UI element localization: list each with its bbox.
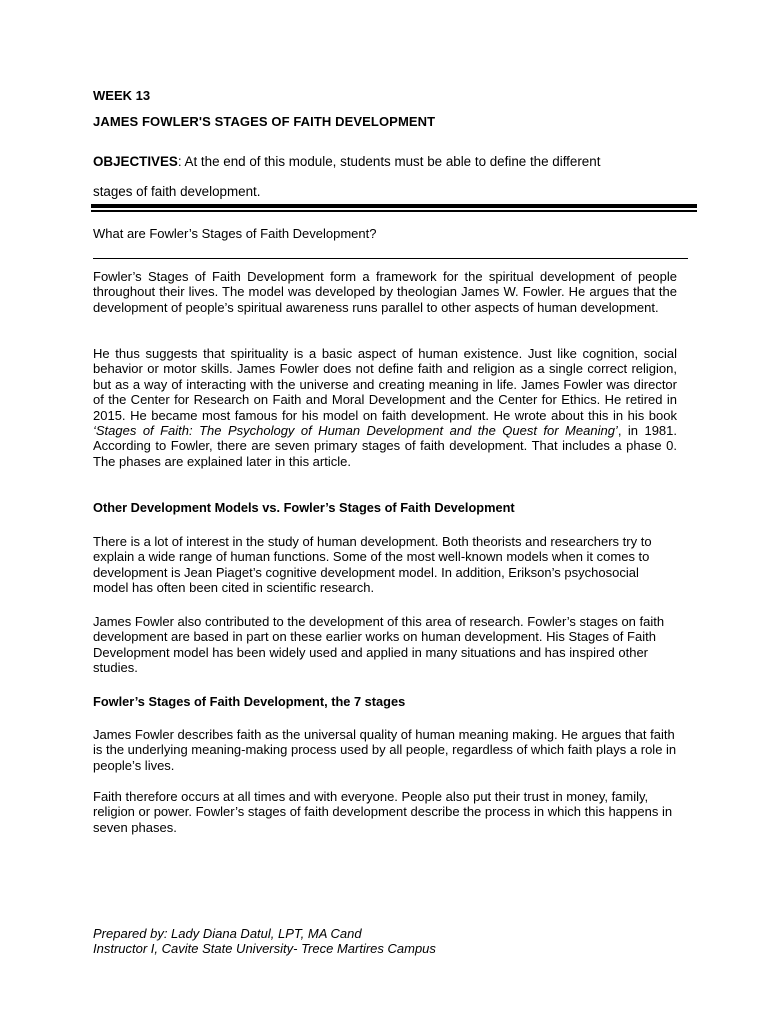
paragraph-faith-meaning: James Fowler describes faith as the universal quality of human meaning making. He argues that faith is the underlying meaning-making process used by all people, regardless of which faith plays a role in people’s lives.	[93, 727, 677, 773]
footer-instructor: Instructor I, Cavite State University- Trece Martires Campus	[93, 941, 436, 956]
week-label: WEEK 13	[93, 88, 151, 103]
paragraph-spirituality	[93, 346, 677, 469]
paragraph-human-development: There is a lot of interest in the study of human development. Both theorists and researchers try to explain a wide range of human functions. Some of the most well-known models when it comes to development is Jean Piaget’s cognitive development model. In addition, Erikson’s psychosocial model has often been cited in scientific research.	[93, 534, 652, 596]
objectives-text-1: : At the end of this module, students must be able to define the different	[177, 154, 601, 169]
page-title: JAMES FOWLER'S STAGES OF FAITH DEVELOPMENT	[93, 114, 436, 129]
section-heading-seven-stages: Fowler’s Stages of Faith Development, the 7 stages	[93, 694, 406, 709]
paragraph-faith-occurs: Faith therefore occurs at all times and with everyone. People also put their trust in money, family, religion or power. Fowler’s stages of faith development describe the process in which this happens in seven phases.	[93, 789, 673, 835]
paragraph-intro: Fowler’s Stages of Faith Development form a framework for the spiritual development of people throughout their lives. The model was developed by theologian James W. Fowler. He argues that the development of people’s spiritual awareness runs parallel to other aspects of human development.	[93, 269, 677, 315]
paragraph-spirituality-part2: , in 1981. According to Fowler, there are seven primary stages of faith development. That includes a phase 0. The phases are explained later in this article.	[93, 423, 677, 469]
paragraph-spirituality-part1: He thus suggests that spirituality is a basic aspect of human existence. Just like cognition, social behavior or motor skills. James Fowler does not define faith and religion as a single correct religion, but as a way of interacting with the universe and creating meaning in life. James Fowler was director of the Center for Research on Faith and Moral Development and the Center for Ethics. He retired in 2015. He became most famous for his model on faith development. He wrote about this in his book	[93, 346, 677, 423]
paragraph-fowler-contribution: James Fowler also contributed to the development of this area of research. Fowler’s stages on faith development are based in part on these earlier works on human development. His Stages of Faith Development model has been widely used and applied in many situations and has inspired other studies.	[93, 614, 665, 676]
objectives-label: OBJECTIVES	[93, 154, 178, 169]
objectives-line	[93, 154, 600, 169]
footer-prepared-by: Prepared by: Lady Diana Datul, LPT, MA Cand	[93, 926, 362, 941]
question-underline	[93, 258, 688, 259]
book-title: ‘Stages of Faith: The Psychology of Human Development and the Quest for Meaning’	[93, 423, 618, 439]
section-heading-other-models: Other Development Models vs. Fowler’s Stages of Faith Development	[93, 500, 515, 515]
objectives-text-2: stages of faith development.	[93, 184, 261, 199]
divider-thick	[91, 204, 697, 208]
divider-thin	[91, 210, 697, 212]
question-text: What are Fowler’s Stages of Faith Development?	[93, 226, 377, 241]
